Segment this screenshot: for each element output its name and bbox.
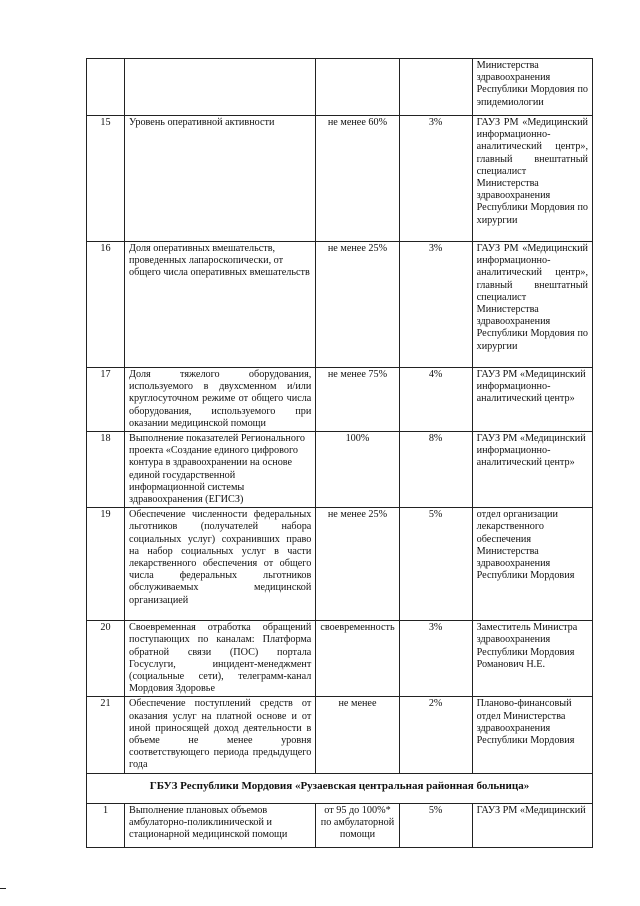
weight-value: 3% — [399, 242, 472, 368]
target-value: 100% — [316, 432, 399, 508]
indicator-name — [125, 59, 316, 116]
page-edge-mark — [0, 888, 6, 889]
target-value: своевременность — [316, 621, 399, 697]
section-header-row — [87, 773, 593, 803]
table-row — [87, 242, 593, 368]
responsible-party: ГАУЗ РМ «Медицинский информационно-аналитический центр» — [472, 432, 592, 508]
weight-value — [399, 59, 472, 116]
table-row — [87, 432, 593, 508]
table-row — [87, 803, 593, 847]
row-number: 17 — [87, 368, 125, 432]
indicator-name: Выполнение показателей Регионального проекта «Создание единого цифрового контура в здравоохранении на основе единой государственной информационной системы здравоохранения (ЕГИСЗ) — [125, 432, 316, 508]
target-value: не менее 25% — [316, 508, 399, 621]
indicator-name: Уровень оперативной активности — [125, 116, 316, 242]
weight-value: 3% — [399, 621, 472, 697]
indicators-table — [86, 58, 593, 848]
responsible-party: Планово-финансовый отдел Министерства здравоохранения Республики Мордовия — [472, 697, 592, 773]
table-row — [87, 508, 593, 621]
table-row — [87, 59, 593, 116]
row-number: 1 — [87, 803, 125, 847]
row-number: 20 — [87, 621, 125, 697]
target-value: не менее — [316, 697, 399, 773]
weight-value: 5% — [399, 803, 472, 847]
target-value: от 95 до 100%* по амбулаторной помощи — [316, 803, 399, 847]
table-row — [87, 621, 593, 697]
table-row — [87, 116, 593, 242]
row-number: 16 — [87, 242, 125, 368]
weight-value: 3% — [399, 116, 472, 242]
row-number: 18 — [87, 432, 125, 508]
weight-value: 2% — [399, 697, 472, 773]
weight-value: 8% — [399, 432, 472, 508]
target-value: не менее 75% — [316, 368, 399, 432]
responsible-party: ГАУЗ РМ «Медицинский информационно-аналитический центр» — [472, 368, 592, 432]
indicator-name: Доля тяжелого оборудования, используемого в двухсменном и/или круглосуточном режиме от общего числа оборудования, используемого при оказании медицинской помощи — [125, 368, 316, 432]
row-number: 15 — [87, 116, 125, 242]
responsible-party: Министерства здравоохранения Республики Мордовия по эпидемиологии — [472, 59, 592, 116]
row-number: 19 — [87, 508, 125, 621]
responsible-party: отдел организации лекарственного обеспечения Министерства здравоохранения Республики Мордовия — [472, 508, 592, 621]
section-title: ГБУЗ Республики Мордовия «Рузаевская центральная районная больница» — [87, 773, 593, 803]
indicator-name: Доля оперативных вмешательств, проведенных лапароскопически, от общего числа оперативных вмешательств — [125, 242, 316, 368]
target-value — [316, 59, 399, 116]
table-row — [87, 697, 593, 773]
indicator-name: Своевременная отработка обращений поступающих по каналам: Платформа обратной связи (ПОС) портала Госуслуги, инцидент-менеджмент (социальные сети), телеграмм-канал Мордовия Здоровье — [125, 621, 316, 697]
responsible-party: Заместитель Министра здравоохранения Республики Мордовия Романович Н.Е. — [472, 621, 592, 697]
target-value: не менее 25% — [316, 242, 399, 368]
weight-value: 4% — [399, 368, 472, 432]
row-number: 21 — [87, 697, 125, 773]
target-value: не менее 60% — [316, 116, 399, 242]
indicator-name: Обеспечение поступлений средств от оказания услуг на платной основе и от иной приносящей доход деятельности в объеме не менее уровня соответствующего периода предыдущего года — [125, 697, 316, 773]
responsible-party: ГАУЗ РМ «Медицинский информационно-аналитический центр», главный внештатный специалист Министерства здравоохранения Республики Мордовия по хирургии — [472, 242, 592, 368]
indicator-name: Выполнение плановых объемов амбулаторно-поликлинической и стационарной медицинской помощи — [125, 803, 316, 847]
table-row — [87, 368, 593, 432]
indicator-name: Обеспечение численности федеральных льготников (получателей набора социальных услуг) сохранивших право на набор социальных услуг в части лекарственного обеспечения от общего числа федеральных льготников обслуживаемых медицинской организацией — [125, 508, 316, 621]
responsible-party: ГАУЗ РМ «Медицинский информационно-аналитический центр», главный внештатный специалист Министерства здравоохранения Республики Мордовия по хирургии — [472, 116, 592, 242]
row-number — [87, 59, 125, 116]
responsible-party: ГАУЗ РМ «Медицинский — [472, 803, 592, 847]
weight-value: 5% — [399, 508, 472, 621]
